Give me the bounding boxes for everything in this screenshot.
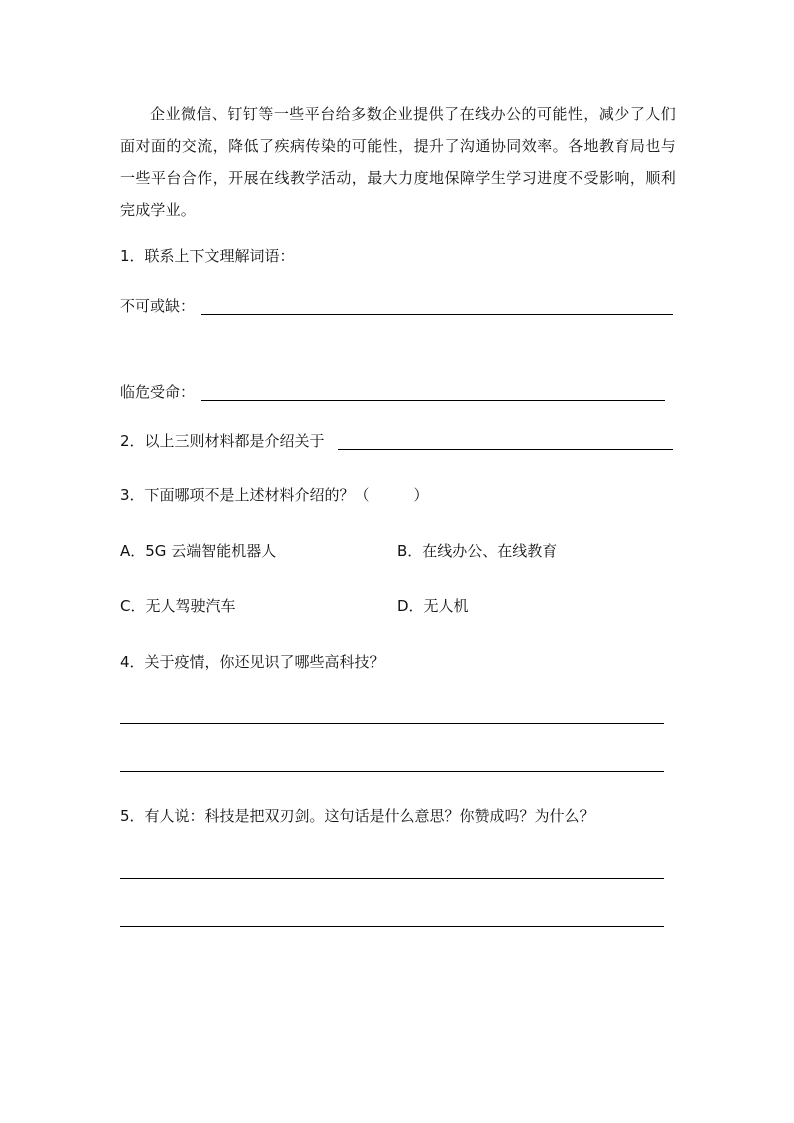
question-2-answer-line[interactable] <box>338 449 673 450</box>
question-5-prompt: 5．有人说：科技是把双刃剑。这句话是什么意思？你赞成吗？为什么？ <box>120 807 595 825</box>
question-4-answer-line-1[interactable] <box>120 723 664 724</box>
question-1-term-1-label: 不可或缺： <box>120 297 196 315</box>
option-d[interactable]: D．无人机 <box>397 597 469 615</box>
option-b[interactable]: B．在线办公、在线教育 <box>397 542 558 560</box>
option-a[interactable]: A．5G 云端智能机器人 <box>120 542 277 560</box>
question-2-prompt: 2．以上三则材料都是介绍关于 <box>120 432 325 450</box>
question-3-prompt: 3．下面哪项不是上述材料介绍的？（ <box>120 486 370 504</box>
question-3-line <box>120 484 429 506</box>
question-5-answer-line-2[interactable] <box>120 926 664 927</box>
question-1-term-1-answer-line[interactable] <box>201 314 673 315</box>
question-1-prompt: 1．联系上下文理解词语： <box>120 247 295 265</box>
question-1-term-2-answer-line[interactable] <box>201 400 665 401</box>
question-4-prompt: 4．关于疫情，你还见识了哪些高科技？ <box>120 653 385 671</box>
reading-passage: 企业微信、钉钉等一些平台给多数企业提供了在线办公的可能性，减少了人们面对面的交流，降低了疾病传染的可能性，提升了沟通协同效率。各地教育局也与一些平台合作，开展在线教学活动，最大力度地保障学生学习进度不受影响，顺利完成学业。 <box>120 105 676 219</box>
question-4-answer-line-2[interactable] <box>120 771 664 772</box>
question-1-term-2-label: 临危受命： <box>120 383 196 401</box>
question-3-close-paren: ） <box>413 486 429 504</box>
option-c[interactable]: C．无人驾驶汽车 <box>120 597 236 615</box>
question-5-answer-line-1[interactable] <box>120 878 664 879</box>
